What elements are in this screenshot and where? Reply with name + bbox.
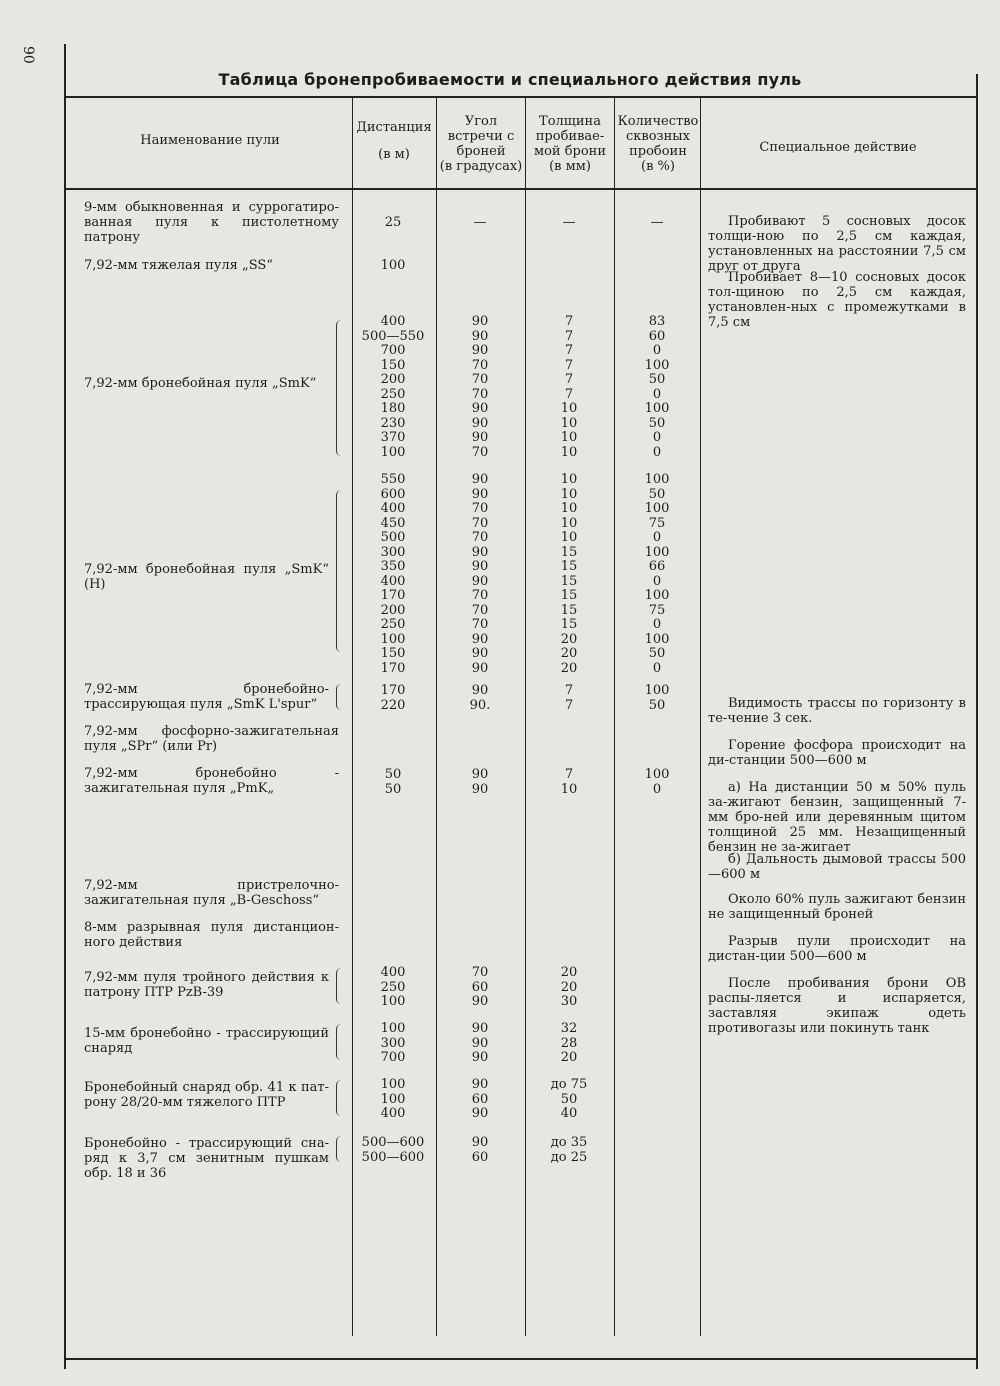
table-cell-count: 66: [648, 559, 666, 574]
table-cell-angle: 90: [471, 1077, 489, 1092]
table-cell-dist: 500: [380, 530, 406, 545]
table-cell-count: 0: [652, 660, 662, 676]
table-cell-dist: 400: [380, 573, 406, 589]
table-cell-angle: 90: [471, 544, 489, 560]
table-cell-count: 0: [652, 343, 662, 358]
bullet-name: 15-мм бронебойно - трассирующий снаряд: [84, 1026, 329, 1056]
table-cell-dist: 250: [380, 386, 406, 402]
table-cell-angle: 90: [471, 646, 489, 661]
table-cell-count: 100: [644, 501, 670, 516]
table-cell-thick: —: [562, 215, 576, 230]
table-cell-thick: до 75: [550, 1077, 588, 1092]
bullet-name: Бронебойно - трассирующий сна-ряд к 3,7 см зенитным пушкам обр. 18 и 36: [84, 1136, 329, 1181]
table-title: Таблица бронепробиваемости и специального действия пуль: [218, 70, 802, 89]
table-cell-dist: 180: [380, 401, 406, 416]
group-brace: [336, 490, 341, 652]
table-cell-count: —: [650, 215, 664, 230]
special-note: Пробивает 8—10 сосновых досок тол-щиною по 2,5 см каждая, установлен-ных с промежутками в 7,5 см: [708, 270, 966, 330]
group-brace: [336, 1024, 341, 1060]
special-note: Видимость трассы по горизонту в те-чение 3 сек.: [708, 696, 966, 726]
table-cell-count: 50: [648, 697, 666, 713]
right-border: [976, 74, 978, 1369]
table-cell-dist: 300: [380, 1035, 406, 1051]
table-cell-dist: 50: [384, 767, 402, 782]
table-cell-angle: 70: [471, 588, 489, 603]
table-cell-count: 100: [644, 631, 670, 647]
table-cell-thick: 15: [560, 573, 578, 589]
table-cell-dist: 100: [380, 994, 406, 1009]
table-cell-angle: 90: [471, 430, 489, 445]
table-cell-dist: 50: [384, 781, 402, 797]
table-cell-dist: 400: [380, 1106, 406, 1121]
table-cell-dist: 170: [380, 588, 406, 603]
table-cell-thick: 10: [560, 444, 578, 460]
table-cell-thick: 10: [560, 781, 578, 797]
table-cell-dist: 400: [380, 314, 406, 329]
table-cell-angle: 90: [471, 314, 489, 329]
table-cell-thick: 20: [560, 979, 578, 995]
special-note: После пробивания брони ОВ распы-ляется и испаряется, заставляя экипаж одеть противогазы или покинуть танк: [708, 976, 966, 1036]
table-cell-dist: 100: [380, 1077, 406, 1092]
table-cell-angle: 90: [471, 683, 489, 698]
table-cell-angle: 70: [471, 444, 489, 460]
bullet-name: 7,92-мм фосфорно-зажигательная пуля „SPr“ (или Pr): [84, 724, 339, 754]
table-cell-dist: 170: [380, 660, 406, 676]
table-cell-dist: 100: [380, 1091, 406, 1107]
bullet-name: 7,92-мм тяжелая пуля „SS“: [84, 258, 273, 273]
bullet-name: 7,92-мм бронебойно-трассирующая пуля „SmK L'spur“: [84, 682, 329, 712]
table-cell-thick: 7: [564, 328, 574, 344]
table-cell-dist: 170: [380, 683, 406, 698]
table-cell-dist: 400: [380, 501, 406, 516]
table-cell-angle: 60: [471, 979, 489, 995]
table-cell-dist: 700: [380, 343, 406, 358]
table-cell-thick: 7: [564, 697, 574, 713]
table-cell-angle: 70: [471, 357, 489, 373]
table-cell-thick: 28: [560, 1035, 578, 1051]
header-angle: Угол встречи с броней (в градусах): [439, 114, 523, 174]
table-cell-thick: 10: [560, 486, 578, 502]
bottom-rule: [64, 1358, 978, 1360]
table-cell-thick: 20: [560, 660, 578, 676]
table-cell-thick: 7: [564, 683, 574, 698]
table-cell-thick: 7: [564, 386, 574, 402]
table-cell-thick: 15: [560, 559, 578, 574]
table-cell-dist: 200: [380, 372, 406, 387]
table-cell-angle: 90: [471, 1135, 489, 1150]
table-cell-thick: 50: [560, 1091, 578, 1107]
table-cell-count: 0: [652, 573, 662, 589]
table-cell-count: 0: [652, 617, 662, 632]
table-cell-dist: 500—550: [361, 328, 425, 344]
table-cell-angle: 90: [471, 994, 489, 1009]
table-cell-angle: 90: [471, 415, 489, 431]
table-cell-thick: 15: [560, 588, 578, 603]
column-divider: [700, 96, 701, 1336]
bullet-name: 7,92-мм бронебойно - зажигательная пуля „PmK„: [84, 766, 339, 796]
table-cell-angle: 90: [471, 328, 489, 344]
table-cell-dist: 100: [380, 258, 406, 273]
table-cell-count: 50: [648, 486, 666, 502]
table-cell-angle: 90: [471, 781, 489, 797]
table-cell-count: 100: [644, 401, 670, 416]
group-brace: [336, 1136, 341, 1162]
table-cell-dist: 700: [380, 1050, 406, 1065]
table-cell-count: 0: [652, 444, 662, 460]
table-cell-thick: 20: [560, 631, 578, 647]
table-cell-dist: 450: [380, 515, 406, 531]
top-rule: [64, 96, 978, 98]
group-brace: [336, 684, 341, 710]
table-cell-count: 50: [648, 372, 666, 387]
table-cell-count: 0: [652, 781, 662, 797]
table-cell-angle: 90: [471, 660, 489, 676]
table-cell-angle: 90: [471, 573, 489, 589]
group-brace: [336, 1080, 341, 1116]
table-cell-count: 100: [644, 357, 670, 373]
table-cell-count: 100: [644, 472, 670, 487]
bullet-name: Бронебойный снаряд обр. 41 к пат-рону 28/20-мм тяжелого ПТР: [84, 1080, 329, 1110]
table-cell-thick: 7: [564, 357, 574, 373]
table-cell-angle: 70: [471, 386, 489, 402]
table-cell-angle: 70: [471, 530, 489, 545]
bullet-name: 7,92-мм пристрелочно-зажигательная пуля „B-Geschoss“: [84, 878, 339, 908]
special-note: Разрыв пули происходит на дистан-ции 500—600 м: [708, 934, 966, 964]
table-cell-angle: 90: [471, 472, 489, 487]
table-cell-thick: 15: [560, 617, 578, 632]
table-cell-angle: 90: [471, 631, 489, 647]
table-cell-dist: 550: [380, 472, 406, 487]
header-name: Наименование пули: [140, 133, 280, 148]
table-cell-thick: 20: [560, 965, 578, 980]
table-cell-angle: 90: [471, 767, 489, 782]
bullet-name: 7,92-мм бронебойная пуля „SmK“: [84, 376, 317, 391]
table-cell-dist: 230: [380, 415, 406, 431]
table-cell-thick: 20: [560, 646, 578, 661]
header-distance: Дистанция (в м): [356, 120, 432, 162]
table-cell-angle: 70: [471, 501, 489, 516]
table-cell-angle: 70: [471, 965, 489, 980]
table-cell-thick: 7: [564, 767, 574, 782]
table-cell-thick: 40: [560, 1106, 578, 1121]
table-cell-count: 100: [644, 588, 670, 603]
table-cell-thick: 10: [560, 415, 578, 431]
table-cell-dist: 220: [380, 697, 406, 713]
special-note: Пробивают 5 сосновых досок толщи-ною по 2,5 см каждая, установленных на расстоянии 7,5 см друг от друга: [708, 214, 966, 274]
table-cell-angle: 60: [471, 1149, 489, 1165]
table-cell-dist: 100: [380, 444, 406, 460]
table-cell-dist: 150: [380, 646, 406, 661]
header-count: Количество сквозных пробоин (в %): [617, 114, 699, 174]
table-cell-thick: 7: [564, 314, 574, 329]
table-cell-thick: 15: [560, 602, 578, 618]
special-note: Горение фосфора происходит на ди-станции 500—600 м: [708, 738, 966, 768]
table-cell-angle: 70: [471, 617, 489, 632]
table-cell-angle: 90: [471, 1106, 489, 1121]
column-divider: [525, 96, 526, 1336]
table-cell-dist: 400: [380, 965, 406, 980]
table-cell-thick: 7: [564, 372, 574, 387]
table-cell-angle: 70: [471, 602, 489, 618]
table-cell-angle: 90: [471, 401, 489, 416]
table-cell-angle: 90.: [469, 697, 491, 713]
table-cell-angle: 90: [471, 1035, 489, 1051]
table-cell-angle: 60: [471, 1091, 489, 1107]
table-cell-count: 0: [652, 430, 662, 445]
special-note: б) Дальность дымовой трассы 500—600 м: [708, 852, 966, 882]
bullet-name: 7,92-мм пуля тройного действия к патрону ПТР PzB-39: [84, 970, 329, 1000]
page-number: 90: [20, 46, 36, 64]
group-brace: [336, 320, 341, 456]
table-cell-count: 75: [648, 515, 666, 531]
table-cell-dist: 200: [380, 602, 406, 618]
bullet-name: 8-мм разрывная пуля дистанцион-ного действия: [84, 920, 339, 950]
table-cell-dist: 500—600: [361, 1135, 425, 1150]
table-cell-thick: 10: [560, 515, 578, 531]
special-note: а) На дистанции 50 м 50% пуль за-жигают бензин, защищенный 7-мм бро-ней или деревянным щитом толщиной 25 мм. Незащищенный бензин не за-жигает: [708, 780, 966, 855]
table-cell-count: 60: [648, 328, 666, 344]
table-cell-angle: 90: [471, 1050, 489, 1065]
table-cell-count: 75: [648, 602, 666, 618]
table-cell-dist: 350: [380, 559, 406, 574]
table-cell-thick: 10: [560, 472, 578, 487]
table-cell-thick: до 35: [550, 1135, 588, 1150]
table-cell-count: 100: [644, 544, 670, 560]
table-cell-dist: 370: [380, 430, 406, 445]
table-cell-thick: 10: [560, 501, 578, 516]
table-cell-count: 0: [652, 386, 662, 402]
table-cell-count: 100: [644, 767, 670, 782]
table-cell-angle: 70: [471, 372, 489, 387]
bullet-name: 7,92-мм бронебойная пуля „SmK“ (H): [84, 562, 329, 592]
table-cell-dist: 250: [380, 617, 406, 632]
left-border: [64, 44, 66, 1369]
table-cell-thick: 20: [560, 1050, 578, 1065]
table-cell-angle: —: [473, 215, 487, 230]
table-cell-dist: 100: [380, 1021, 406, 1036]
group-brace: [336, 968, 341, 1004]
table-cell-angle: 90: [471, 1021, 489, 1036]
table-cell-thick: 7: [564, 343, 574, 358]
table-cell-angle: 90: [471, 486, 489, 502]
table-cell-dist: 250: [380, 979, 406, 995]
table-cell-thick: 10: [560, 530, 578, 545]
table-cell-thick: 30: [560, 994, 578, 1009]
table-cell-angle: 90: [471, 343, 489, 358]
table-cell-thick: 15: [560, 544, 578, 560]
table-cell-dist: 100: [380, 631, 406, 647]
table-cell-dist: 300: [380, 544, 406, 560]
special-note: Около 60% пуль зажигают бензин не защищенный броней: [708, 892, 966, 922]
table-cell-count: 0: [652, 530, 662, 545]
table-cell-dist: 25: [384, 215, 402, 230]
header-thickness: Толщина пробивае- мой брони (в мм): [533, 114, 607, 174]
table-cell-thick: 32: [560, 1021, 578, 1036]
table-cell-count: 100: [644, 683, 670, 698]
table-cell-thick: до 25: [550, 1149, 588, 1165]
column-divider: [436, 96, 437, 1336]
table-cell-count: 50: [648, 415, 666, 431]
column-divider: [352, 96, 353, 1336]
table-cell-angle: 90: [471, 559, 489, 574]
bullet-name: 9-мм обыкновенная и суррогатиро-ванная пуля к пистолетному патрону: [84, 200, 339, 245]
table-cell-angle: 70: [471, 515, 489, 531]
column-divider: [614, 96, 615, 1336]
table-cell-dist: 500—600: [361, 1149, 425, 1165]
header-special: Специальное действие: [759, 140, 917, 155]
table-cell-count: 50: [648, 646, 666, 661]
table-cell-thick: 10: [560, 401, 578, 416]
table-cell-dist: 600: [380, 486, 406, 502]
table-cell-dist: 150: [380, 357, 406, 373]
table-cell-count: 83: [648, 314, 666, 329]
table-cell-thick: 10: [560, 430, 578, 445]
header-rule: [64, 188, 978, 190]
